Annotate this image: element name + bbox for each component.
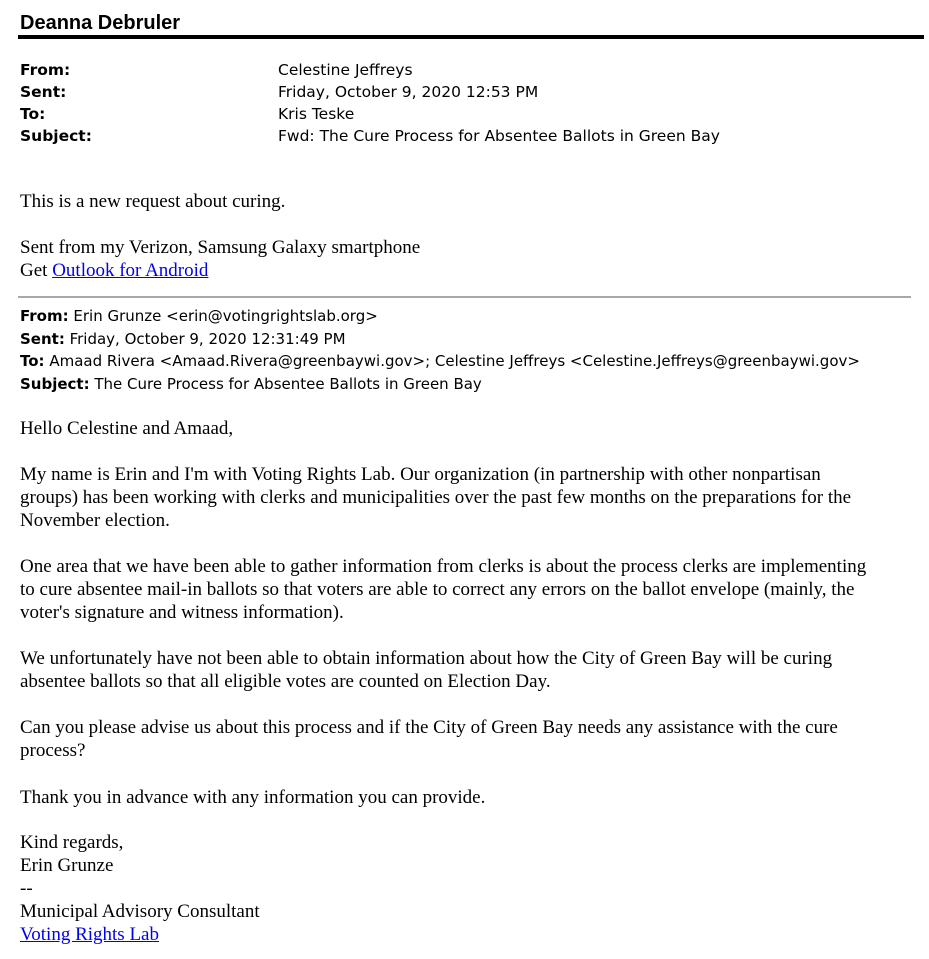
voting-rights-lab-link[interactable]: Voting Rights Lab [20,924,159,945]
header-subject-label: Subject: [20,127,92,145]
header-to-label: To: [20,105,46,123]
fwd-sent-row [20,328,860,351]
forwarded-divider [18,296,911,298]
closing-text: Kind regards, [20,832,124,853]
get-outlook-line [20,259,208,282]
fwd-subject-row [20,373,860,396]
header-from-label: From: [20,61,71,79]
fwd-from-value: Erin Grunze <erin@votingrightslab.org> [68,307,378,325]
signature-separator: -- [20,878,33,899]
header-sent-label: Sent: [20,83,67,101]
fwd-to-value: Amaad Rivera <Amaad.Rivera@greenbaywi.gov>; Celestine Jeffreys <Celestine.Jeffreys@greenbaywi.gov> [44,352,860,370]
body-p3-line2: absentee ballots so that all eligible votes are counted on Election Day. [20,671,551,692]
fwd-sent-value: Friday, October 9, 2020 12:31:49 PM [64,329,346,348]
header-to-value: Kris Teske [278,105,355,123]
fwd-sent-label: Sent: [20,329,65,348]
body-p1-line3: November election. [20,510,170,531]
header-divider [18,35,924,39]
header-from-value: Celestine Jeffreys [278,61,413,79]
body-p2-line2: to cure absentee mail-in ballots so that voters are able to correct any errors on the ballot envelope (mainly, the [20,579,855,600]
body-greeting: Hello Celestine and Amaad, [20,418,234,439]
header-sent-value: Friday, October 9, 2020 12:53 PM [278,83,539,101]
body-p4-line2: process? [20,740,86,761]
signature-name: Erin Grunze [20,855,114,876]
body-p4-line1: Can you please advise us about this process and if the City of Green Bay needs any assistance with the cure [20,717,838,738]
header-subject-value: Fwd: The Cure Process for Absentee Ballots in Green Bay [278,127,720,145]
body-p5: Thank you in advance with any information you can provide. [20,787,486,808]
get-outlook-prefix: Get [20,260,53,281]
body-p2-line3: voter's signature and witness information). [20,602,344,623]
signature-title: Municipal Advisory Consultant [20,901,260,922]
fwd-to-row [20,350,860,373]
fwd-subject-label: Subject: [20,374,90,393]
top-message-text: This is a new request about curing. [20,191,286,212]
body-p2-line1: One area that we have been able to gather information from clerks is about the process clerks are implementing [20,556,867,577]
outlook-for-android-link[interactable]: Outlook for Android [52,260,209,281]
signature-org-line [20,923,159,946]
mailbox-owner-name: Deanna Debruler [20,12,181,34]
mobile-signature-text: Sent from my Verizon, Samsung Galaxy smartphone [20,237,421,258]
fwd-from-row [20,305,860,328]
fwd-from-label: From: [20,307,69,325]
forwarded-header [20,305,860,395]
body-p3-line1: We unfortunately have not been able to obtain information about how the City of Green Bay will be curing [20,648,833,669]
fwd-to-label: To: [20,352,45,370]
body-p1-line2: groups) has been working with clerks and municipalities over the past few months on the preparations for the [20,487,852,508]
fwd-subject-value: The Cure Process for Absentee Ballots in Green Bay [89,374,482,393]
body-p1-line1: My name is Erin and I'm with Voting Rights Lab. Our organization (in partnership with other nonpartisan [20,464,821,485]
